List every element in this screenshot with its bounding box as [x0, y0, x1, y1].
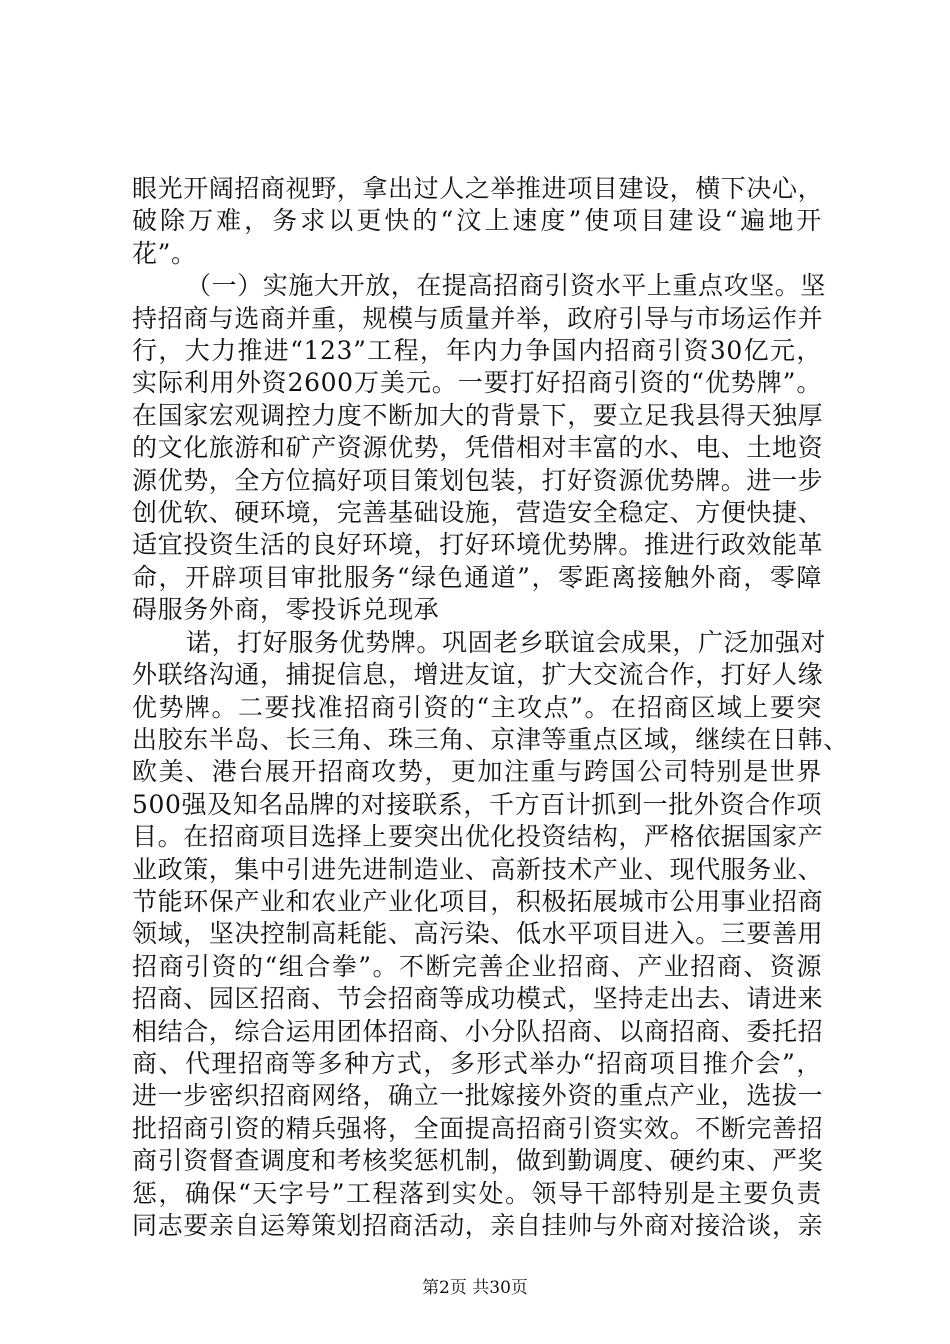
text-line: 命，开辟项目审批服务“绿色通道”，零距离接触外商，零障 [132, 562, 822, 592]
text-line: 500强及知名品牌的对接联系，千方百计抓到一批外资合作项 [132, 789, 822, 819]
text-line: 出胶东半岛、长三角、珠三角、京津等重点区域，继续在日韩、 [132, 724, 849, 754]
text-line: （一）实施大开放，在提高招商引资水平上重点攻坚。坚 [186, 271, 827, 301]
text-line: 的文化旅游和矿产资源优势，凭借相对丰富的水、电、土地资 [132, 433, 824, 463]
text-line: 行，大力推进“123”工程，年内力争国内招商引资30亿元， [132, 336, 822, 366]
text-line: 创优软、硬环境，完善基础设施，营造安全稳定、方便快捷、 [132, 498, 824, 528]
text-line: 商引资督查调度和考核奖惩机制，做到勤调度、硬约束、严奖 [132, 1146, 824, 1176]
text-line: 领域，坚决控制高耗能、高污染、低水平项目进入。三要善用 [132, 919, 824, 949]
text-line: 在国家宏观调控力度不断加大的背景下，要立足我县得天独厚 [132, 400, 824, 430]
text-line: 欧美、港台展开招商攻势，更加注重与跨国公司特别是世界 [132, 757, 822, 787]
text-line: 优势牌。二要找准招商引资的“主攻点”。在招商区域上要突 [132, 692, 822, 722]
text-line: 持招商与选商并重，规模与质量并举，政府引导与市场运作并 [132, 303, 824, 333]
text-line: 进一步密织招商网络，确立一批嫁接外资的重点产业，选拔一 [132, 1081, 824, 1111]
text-line: 招商、园区招商、节会招商等成功模式，坚持走出去、请进来 [132, 984, 824, 1014]
text-line: 同志要亲自运筹策划招商活动，亲自挂帅与外商对接洽谈，亲 [132, 1211, 824, 1240]
text-line: 批招商引资的精兵强将，全面提高招商引资实效。不断完善招 [132, 1113, 824, 1143]
text-line: 适宜投资生活的良好环境，打好环境优势牌。推进行政效能革 [132, 530, 824, 560]
text-line: 业政策，集中引进先进制造业、高新技术产业、现代服务业、 [132, 854, 824, 884]
text-line: 相结合，综合运用团体招商、小分队招商、以商招商、委托招 [132, 1016, 824, 1046]
text-line: 诺，打好服务优势牌。巩固老乡联谊会成果，广泛加强对 [186, 627, 827, 657]
text-line: 节能环保产业和农业产业化项目，积极拓展城市公用事业招商 [132, 886, 824, 916]
text-line: 外联络沟通，捕捉信息，增进友谊，扩大交流合作，打好人缘 [132, 660, 824, 690]
text-line: 实际利用外资2600万美元。一要打好招商引资的“优势牌”。 [132, 368, 822, 398]
text-line: 眼光开阔招商视野，拿出过人之举推进项目建设，横下决心， [132, 174, 824, 203]
text-line: 碍服务外商，零投诉兑现承 [132, 595, 440, 625]
text-line: 招商引资的“组合拳”。不断完善企业招商、产业招商、资源 [132, 951, 822, 981]
page-footer: 第2页 共30页 [422, 1278, 528, 1298]
text-line: 破除万难，务求以更快的“汶上速度”使项目建设“遍地开 [132, 206, 822, 236]
text-line: 目。在招商项目选择上要突出优化投资结构，严格依据国家产 [132, 822, 824, 852]
body-text [132, 173, 849, 1242]
text-line: 惩，确保“天字号”工程落到实处。领导干部特别是主要负责 [132, 1178, 822, 1208]
text-line: 花”。 [132, 238, 197, 268]
text-line: 源优势，全方位搞好项目策划包装，打好资源优势牌。进一步 [132, 465, 824, 495]
text-line: 商、代理招商等多种方式，多形式举办“招商项目推介会”， [132, 1048, 822, 1078]
